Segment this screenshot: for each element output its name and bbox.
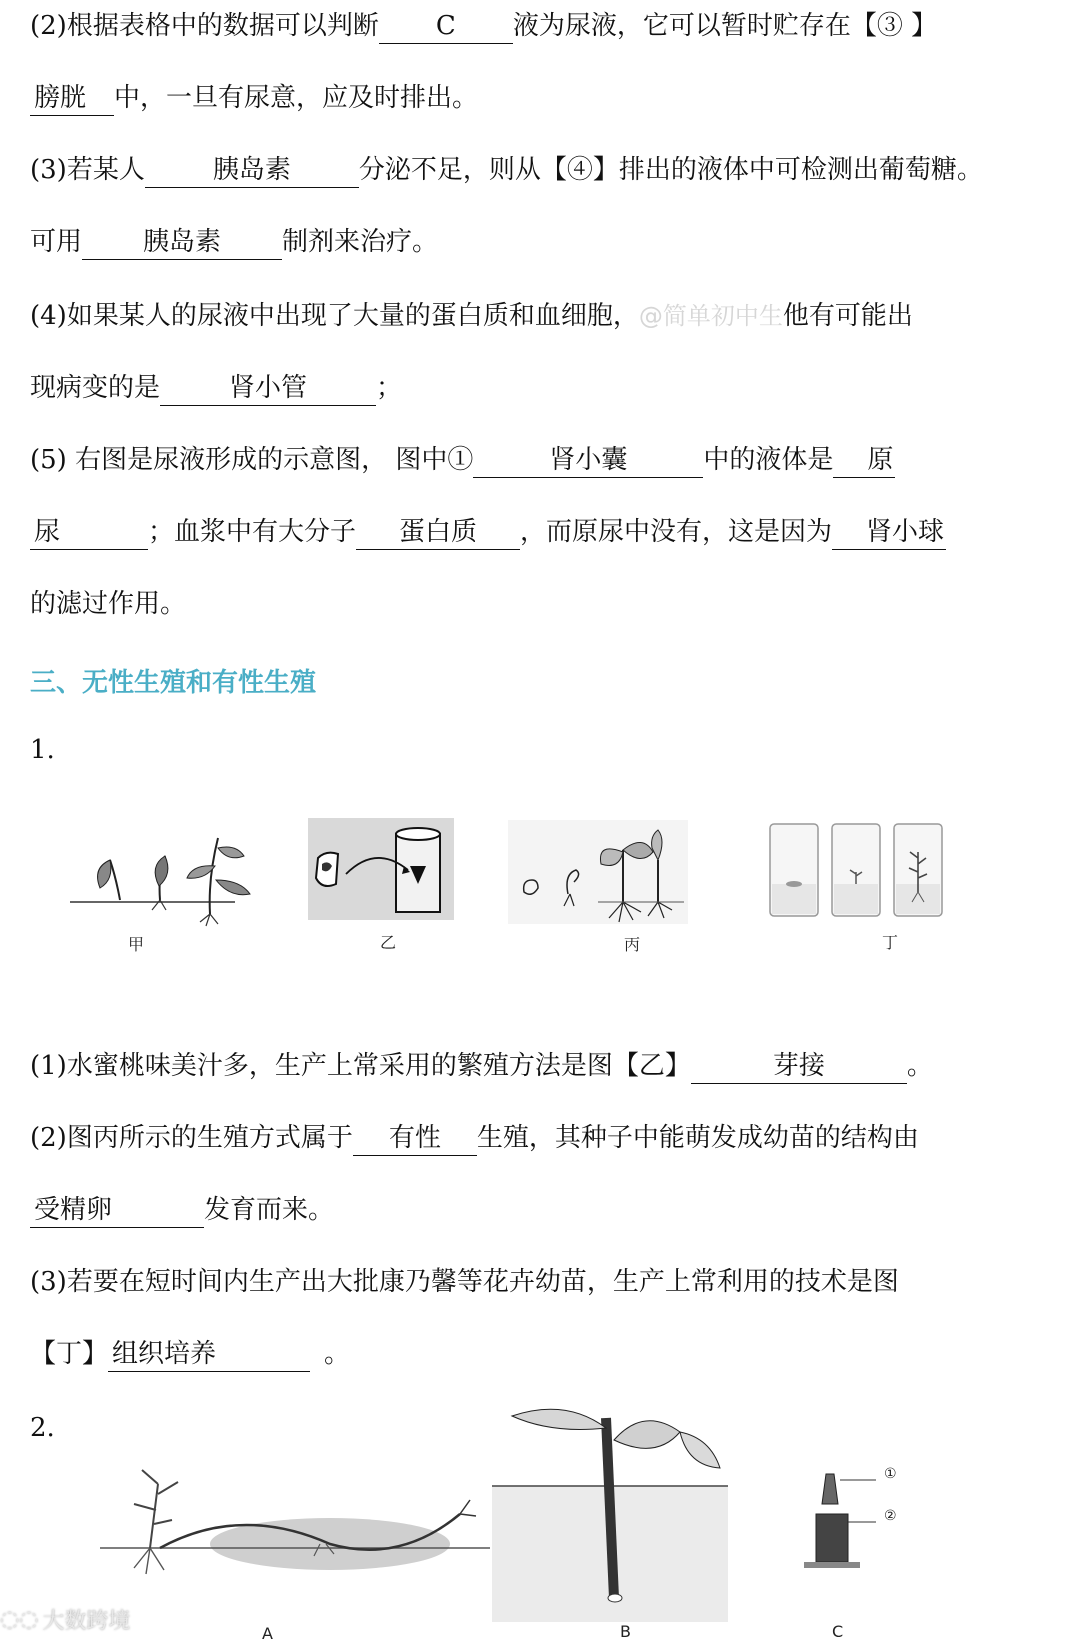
answer-blank: 胰岛素 xyxy=(82,225,282,260)
figure-yi-bud-grafting xyxy=(308,818,454,920)
logo-icon: ◌◌ xyxy=(0,1607,39,1632)
figure-caption: 乙 xyxy=(380,933,397,952)
figure-ding-tissue-culture xyxy=(766,822,948,920)
question-2-5-end: 的滤过作用。 xyxy=(30,589,187,619)
question-2-3: (3)若某人 胰岛素 分泌不足，则从【④】排出的液体中可检测出葡萄糖。 xyxy=(30,150,983,190)
answer-blank: 尿 xyxy=(30,515,148,550)
question-2-2-cont: 膀胱 中，一旦有尿意，应及时排出。 xyxy=(30,78,478,118)
question-3-1-3: (3)若要在短时间内生产出大批康乃馨等花卉幼苗，生产上常利用的技术是图 xyxy=(30,1267,899,1297)
question-2-4: (4)如果某人的尿液中出现了大量的蛋白质和血细胞，@简单初中生他有可能出 xyxy=(30,301,913,331)
figure-b-cutting xyxy=(474,1398,754,1622)
answer-blank: 受精卵 xyxy=(30,1193,204,1228)
figure-a-layering xyxy=(100,1444,490,1639)
answer-blank: 有性 xyxy=(353,1121,477,1156)
answer-blank: 原 xyxy=(833,443,895,478)
question-2-5-cont: 尿 ；血浆中有大分子 蛋白质 ，而原尿中没有，这是因为 肾小球 xyxy=(30,512,946,552)
question-2-2: (2)根据表格中的数据可以判断 C 液为尿液，它可以暂时贮存在【③ 】 xyxy=(30,6,937,46)
figure-caption: 甲 xyxy=(128,935,145,954)
question-number: 1. xyxy=(30,735,55,765)
logo-watermark: ◌◌ 大数跨境 xyxy=(0,1607,131,1634)
question-3-1-2-cont: 受精卵 发育而来。 xyxy=(30,1190,334,1230)
question-number: 2. xyxy=(30,1413,55,1443)
figure-c-grafting xyxy=(790,1466,950,1616)
answer-blank: 肾小球 xyxy=(832,515,946,550)
answer-blank: 膀胱 xyxy=(30,81,114,116)
answer-blank: 胰岛素 xyxy=(145,153,359,188)
section-title: 三、无性生殖和有性生殖 xyxy=(30,668,317,698)
watermark: @简单初中生 xyxy=(638,302,783,330)
figure-caption: C xyxy=(832,1622,844,1641)
answer-blank: 肾小囊 xyxy=(473,443,703,478)
figure-caption: A xyxy=(262,1624,273,1643)
question-3-1-3-cont: 【丁】 组织培养 。 xyxy=(30,1334,350,1374)
answer-blank: 组织培养 xyxy=(108,1337,310,1372)
answer-blank: 芽接 xyxy=(691,1049,907,1084)
figure-caption: 丙 xyxy=(624,935,641,954)
figure-label: ② xyxy=(884,1508,897,1524)
question-2-4-cont: 现病变的是 肾小管 ； xyxy=(30,368,402,408)
figure-bing-seed-germination xyxy=(508,820,688,924)
figure-jia-cutting xyxy=(70,818,280,928)
figure-label: ① xyxy=(884,1466,897,1482)
answer-blank: 肾小管 xyxy=(160,371,376,406)
figure-caption: 丁 xyxy=(882,933,899,952)
answer-blank: C xyxy=(379,9,513,44)
question-3-1-1: (1)水蜜桃味美汁多，生产上常采用的繁殖方法是图【乙】 芽接 。 xyxy=(30,1046,933,1086)
question-3-1-2: (2)图丙所示的生殖方式属于 有性 生殖，其种子中能萌发成幼苗的结构由 xyxy=(30,1118,919,1158)
question-2-5: (5) 右图是尿液形成的示意图， 图中① 肾小囊 中的液体是 原 xyxy=(30,440,895,480)
figure-caption: B xyxy=(620,1622,631,1641)
answer-blank: 蛋白质 xyxy=(356,515,520,550)
question-2-3-cont: 可用 胰岛素 制剂来治疗。 xyxy=(30,222,438,262)
